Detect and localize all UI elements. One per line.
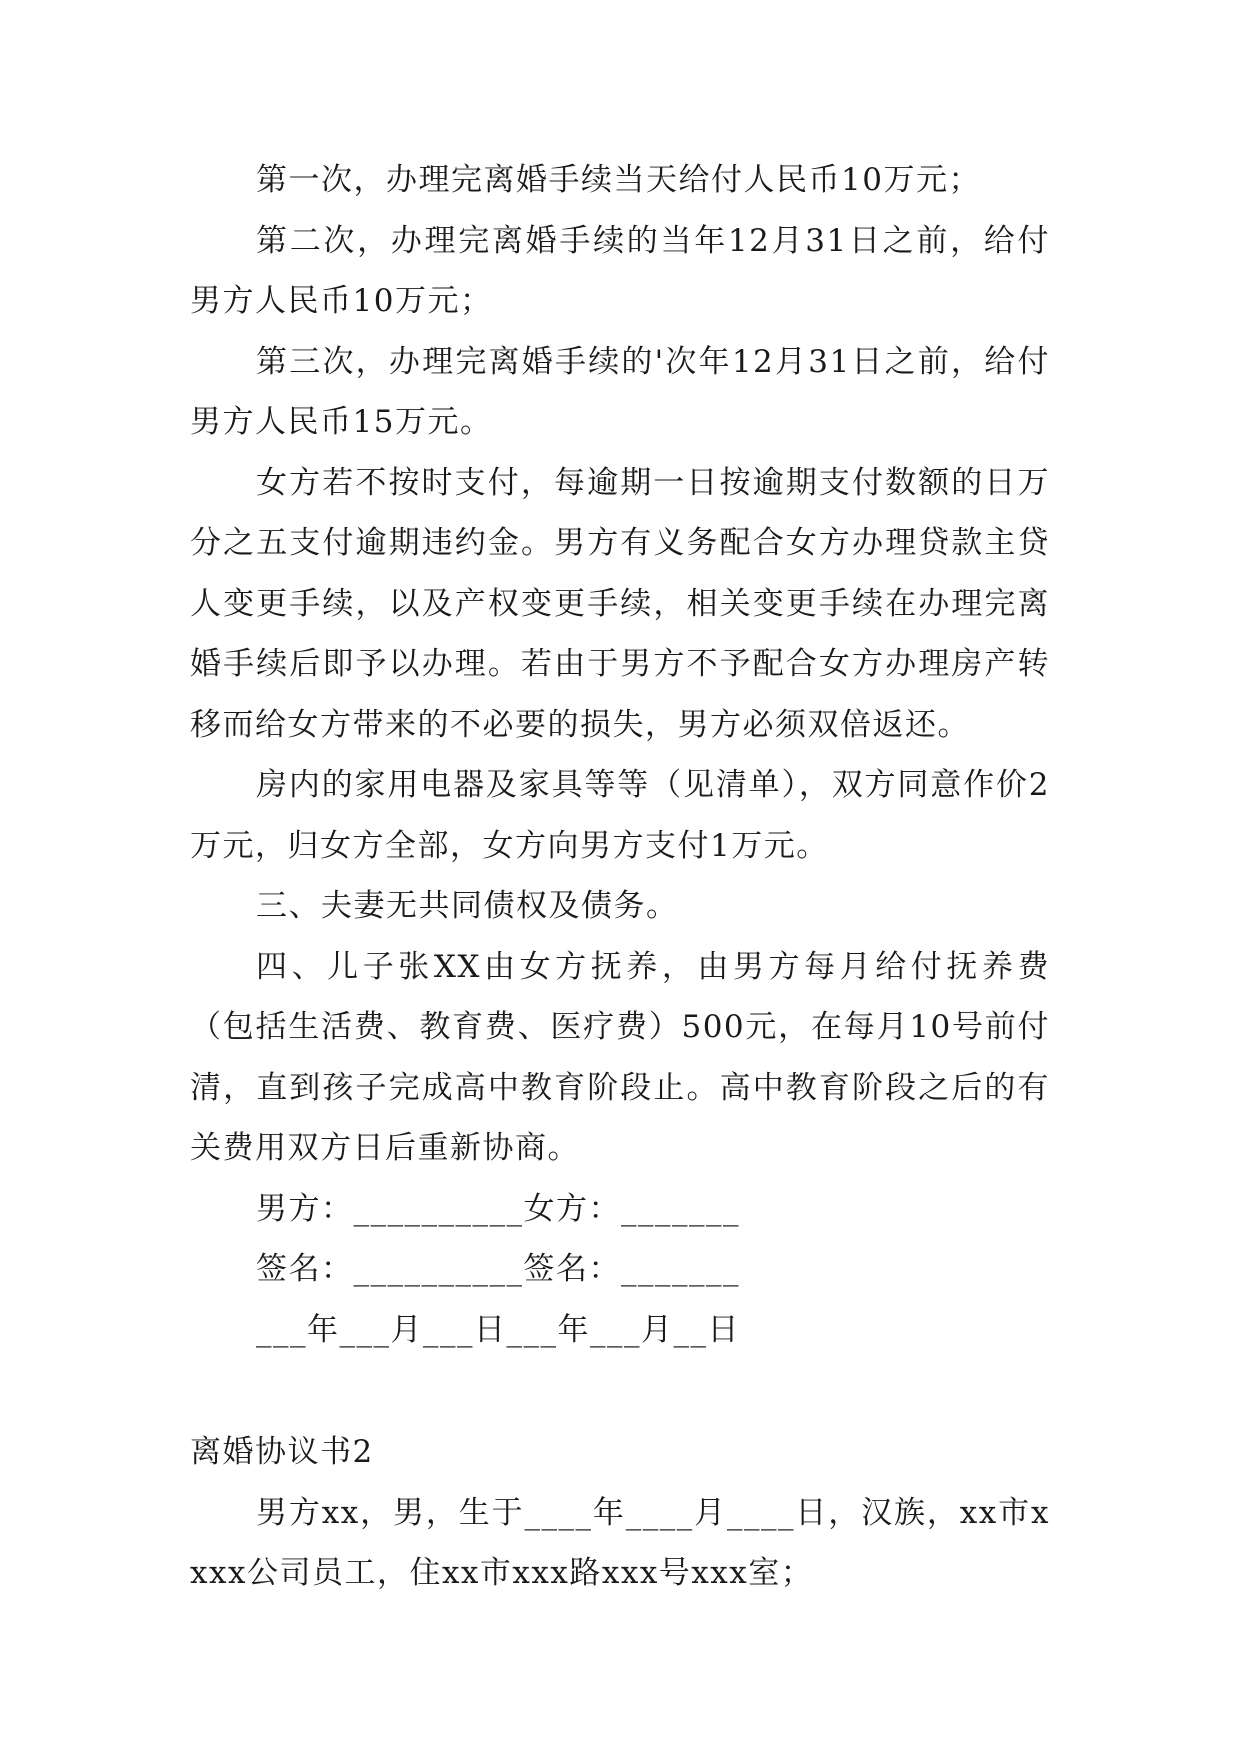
paragraph-debts: 三、夫妻无共同债权及债务。 xyxy=(256,888,679,924)
section-2-title: 离婚协议书2 xyxy=(190,1434,374,1470)
document-page xyxy=(190,150,1050,1604)
signature-line-dates: ___年___月___日___年___月__日 xyxy=(256,1311,740,1348)
paragraph-payment-1: 第一次，办理完离婚手续当天给付人民币10万元； xyxy=(256,162,981,198)
paragraph-child-support: 四、儿子张XX由女方抚养，由男方每月给付抚养费（包括生活费、教育费、医疗费）500元，在每月10号前付清，直到孩子完成高中教育阶段止。高中教育阶段之后的有关费用双方日后重新协商。 xyxy=(190,948,1050,1166)
paragraph-furniture: 房内的家用电器及家具等等（见清单），双方同意作价2万元，归女方全部，女方向男方支付1万元。 xyxy=(190,767,1050,864)
signature-line-parties: 男方：__________女方：_______ xyxy=(256,1190,740,1227)
paragraph-payment-3: 第三次，办理完离婚手续的'次年12月31日之前，给付男方人民币15万元。 xyxy=(190,343,1050,440)
section-2-paragraph-male-party: 男方xx，男，生于____年____月____日，汉族，xx市xxxx公司员工，住xx市xxx路xxx号xxx室； xyxy=(190,1494,1050,1591)
signature-line-names: 签名：__________签名：_______ xyxy=(256,1251,740,1287)
paragraph-payment-2: 第二次，办理完离婚手续的当年12月31日之前，给付男方人民币10万元； xyxy=(190,222,1050,319)
section-gap xyxy=(190,1360,1050,1422)
paragraph-penalty: 女方若不按时支付，每逾期一日按逾期支付数额的日万分之五支付逾期违约金。男方有义务配合女方办理贷款主贷人变更手续，以及产权变更手续，相关变更手续在办理完离婚手续后即予以办理。若由于男方不予配合女方办理房产转移而给女方带来的不必要的损失，男方必须双倍返还。 xyxy=(190,464,1050,743)
